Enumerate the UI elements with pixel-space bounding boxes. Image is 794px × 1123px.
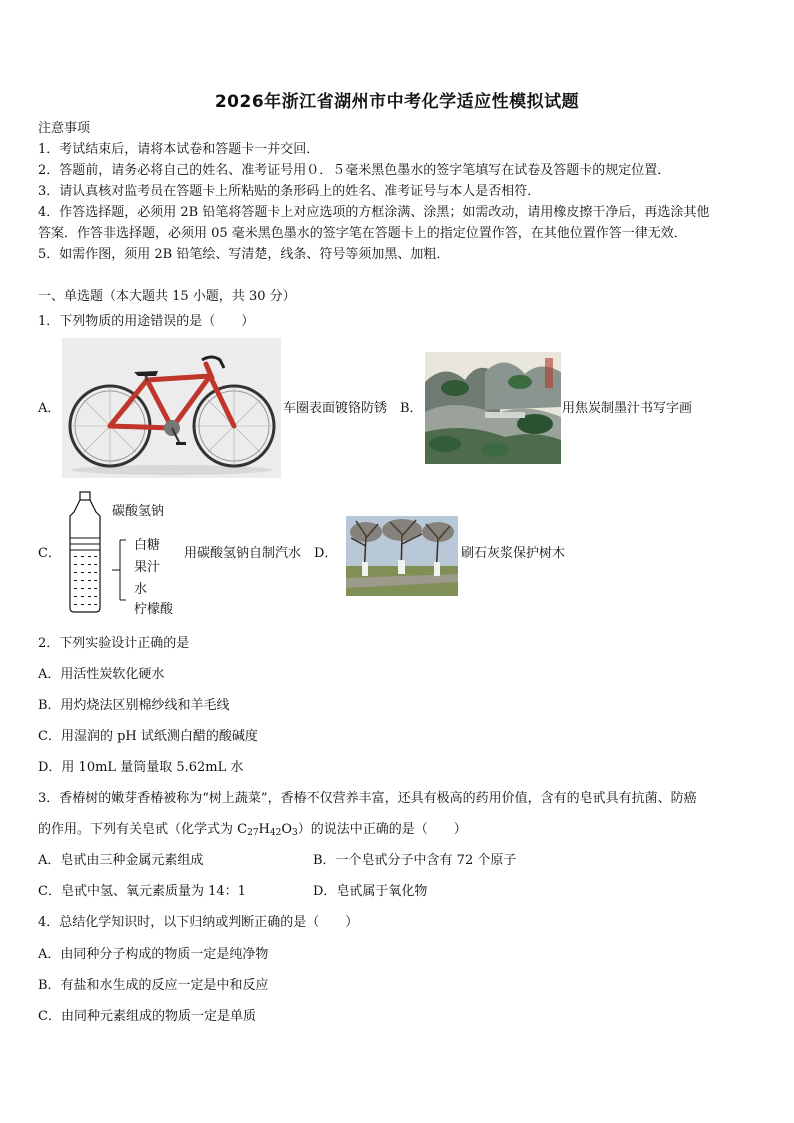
q1-option-d-text: 刷石灰浆保护树木 xyxy=(461,546,566,561)
q2-option: A．用活性炭软化硬水 xyxy=(38,667,165,682)
question-1-stem: 1．下列物质的用途错误的是（ ） xyxy=(38,314,255,329)
q1-option-a-letter: A． xyxy=(38,401,61,416)
q3-stem-text: 的作用。下列有关皂甙（化学式为 C xyxy=(38,822,248,837)
page-title: 2026年浙江省湖州市中考化学适应性模拟试题 xyxy=(214,92,580,112)
bottle-label: 水 xyxy=(134,582,148,597)
q4-option: C．由同种元素组成的物质一定是单质 xyxy=(38,1009,256,1024)
notice-heading: 注意事项 xyxy=(38,121,91,136)
question-3-stem-line1: 3．香椿树的嫩芽香椿被称为“树上蔬菜”，香椿不仅营养丰富，还具有极高的药用价值，含有的皂甙具有抗菌、防癌 xyxy=(38,791,697,806)
q4-option: A．由同种分子构成的物质一定是纯净物 xyxy=(38,947,269,962)
bottle-label: 白糖 xyxy=(134,538,161,553)
q2-option: D．用 10mL 量筒量取 5.62mL 水 xyxy=(38,760,244,775)
q1-option-a-text: 车圈表面镀铬防锈 xyxy=(283,401,388,416)
question-3-stem-line2 xyxy=(38,821,467,839)
notice-item: 1．考试结束后，请将本试卷和答题卡一并交回． xyxy=(38,142,320,157)
q1-option-d-letter: D． xyxy=(314,546,338,561)
whitewashed-trees-image xyxy=(346,516,458,596)
q1-option-b-letter: B． xyxy=(400,401,423,416)
landscape-painting-image xyxy=(425,352,561,464)
bottle-label: 柠檬酸 xyxy=(134,602,174,617)
q2-option: B．用灼烧法区别棉纱线和羊毛线 xyxy=(38,698,230,713)
question-2-stem: 2．下列实验设计正确的是 xyxy=(38,636,190,651)
bicycle-image xyxy=(62,338,281,478)
formula-subscript: 42 xyxy=(269,828,282,838)
notice-item: 3．请认真核对监考员在答题卡上所粘贴的条形码上的姓名、准考证号与本人是否相符． xyxy=(38,184,541,199)
question-4-stem: 4．总结化学知识时，以下归纳或判断正确的是（ ） xyxy=(38,915,359,930)
q1-option-c-letter: C． xyxy=(38,546,61,561)
q4-option: B．有盐和水生成的反应一定是中和反应 xyxy=(38,978,269,993)
q2-option: C．用湿润的 pH 试纸测白醋的酸碱度 xyxy=(38,729,258,744)
bottle-label: 碳酸氢钠 xyxy=(112,504,165,519)
formula-element: H xyxy=(258,822,270,837)
formula-element: O xyxy=(281,822,293,837)
notice-item: 答案．作答非选择题，必须用 05 毫米黑色墨水的签字笔在答题卡上的指定位置作答，在其他位置作答一律无效． xyxy=(38,226,687,241)
q3-stem-text: ）的说法中正确的是（ ） xyxy=(297,822,467,837)
formula-subscript: 27 xyxy=(247,828,259,838)
q3-option-c: C．皂甙中氢、氧元素质量为 14：1 xyxy=(38,884,246,899)
notice-item: 5．如需作图，须用 2B 铅笔绘、写清楚，线条、符号等须加黑、加粗． xyxy=(38,247,450,262)
section-heading: 一、单选题（本大题共 15 小题，共 30 分） xyxy=(38,289,296,304)
q3-option-d: D．皂甙属于氧化物 xyxy=(313,884,428,899)
q1-option-c-text: 用碳酸氢钠自制汽水 xyxy=(184,546,302,561)
q3-option-b: B．一个皂甙分子中含有 72 个原子 xyxy=(313,853,517,868)
bottle-label: 果汁 xyxy=(134,560,161,575)
q1-option-b-text: 用焦炭制墨汁书写字画 xyxy=(562,401,693,416)
formula-subscript: 3 xyxy=(292,828,298,838)
notice-item: 2．答题前，请务必将自己的姓名、准考证号用０．５毫米黑色墨水的签字笔填写在试卷及答题卡的规定位置． xyxy=(38,163,671,178)
q3-option-a: A．皂甙由三种金属元素组成 xyxy=(38,853,204,868)
notice-item: 4．作答选择题，必须用 2B 铅笔将答题卡上对应选项的方框涂满、涂黑；如需改动，请用橡皮擦干净后，再选涂其他 xyxy=(38,205,710,220)
